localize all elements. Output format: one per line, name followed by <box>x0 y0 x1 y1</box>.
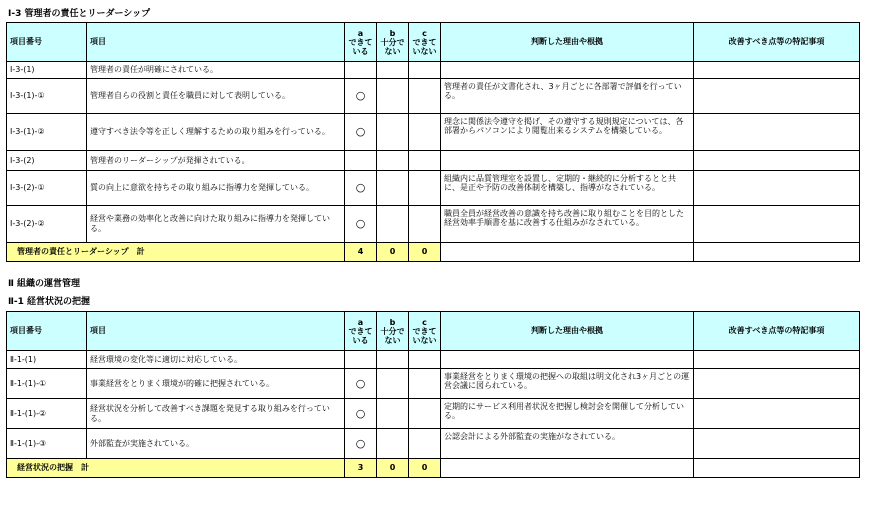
header-b-line1: 十分で <box>380 326 405 336</box>
header-b-letter: b <box>389 28 396 38</box>
header-notes: 改善すべき点等の特記事項 <box>694 312 860 351</box>
item-number: Ⅰ-3-(1)-② <box>7 114 87 151</box>
mark-a: ○ <box>345 399 377 429</box>
table-row <box>7 351 860 369</box>
item-number: Ⅱ-1-(1)-② <box>7 399 87 429</box>
mark-c <box>409 206 441 243</box>
header-a-letter: a <box>357 28 364 38</box>
reason-text: 組織内に品質管理室を設置し、定期的・継続的に分析するとと共に、是正や予防の改善体制を構築し、指導がなされている。 <box>441 171 694 206</box>
header-c-line2: いない <box>412 335 437 345</box>
mark-a: ○ <box>345 171 377 206</box>
item-number: Ⅰ-3-(2) <box>7 151 87 171</box>
header-row <box>7 23 860 62</box>
notes-cell <box>694 429 860 459</box>
mark-b <box>377 206 409 243</box>
item-number: Ⅱ-1-(1) <box>7 351 87 369</box>
item-text: 経営状況を分析して改善すべき課題を発見する取り組みを行っている。 <box>87 399 345 429</box>
total-reason-cell <box>441 243 694 262</box>
mark-a <box>345 62 377 79</box>
header-c-letter: c <box>422 28 427 38</box>
item-text: 事業経営をとりまく環境が的確に把握されている。 <box>87 369 345 399</box>
item-text: 経営環境の変化等に適切に対応している。 <box>87 351 345 369</box>
total-label: 管理者の責任とリーダーシップ 計 <box>7 243 345 262</box>
total-a: 3 <box>345 459 377 478</box>
header-b-line1: 十分で <box>380 37 405 47</box>
header-reason: 判断した理由や根拠 <box>441 23 694 62</box>
item-text: 質の向上に意欲を持ちその取り組みに指導力を発揮している。 <box>87 171 345 206</box>
mark-b <box>377 79 409 114</box>
item-number: Ⅰ-3-(2)-② <box>7 206 87 243</box>
evaluation-table-business <box>6 311 860 478</box>
item-text: 経営や業務の効率化と改善に向けた取り組みに指導力を発揮している。 <box>87 206 345 243</box>
mark-c <box>409 151 441 171</box>
header-item-no: 項目番号 <box>7 23 87 62</box>
item-number: Ⅱ-1-(1)-③ <box>7 429 87 459</box>
header-item: 項目 <box>87 23 345 62</box>
header-a-line1: できて <box>348 326 373 336</box>
item-text: 管理者の責任が明確にされている。 <box>87 62 345 79</box>
header-b-line2: ない <box>384 46 401 56</box>
item-text: 管理者自らの役割と責任を職員に対して表明している。 <box>87 79 345 114</box>
header-b <box>377 312 409 351</box>
mark-b <box>377 399 409 429</box>
notes-cell <box>694 151 860 171</box>
total-notes-cell <box>694 243 860 262</box>
mark-c <box>409 171 441 206</box>
reason-text <box>441 151 694 171</box>
notes-cell <box>694 399 860 429</box>
mark-a <box>345 151 377 171</box>
reason-text: 公認会計による外部監査の実施がなされている。 <box>441 429 694 459</box>
header-c <box>409 312 441 351</box>
reason-text: 事業経営をとりまく環境の把握への取組は明文化され3ヶ月ごとの運営会議に図られている。 <box>441 369 694 399</box>
mark-b <box>377 171 409 206</box>
header-c-letter: c <box>422 317 427 327</box>
total-c: 0 <box>409 459 441 478</box>
reason-text: 定期的にサービス利用者状況を把握し検討会を開催して分析している。 <box>441 399 694 429</box>
mark-b <box>377 62 409 79</box>
header-c-line1: できて <box>412 37 437 47</box>
section-title-business: Ⅱ-1 経営状況の把握 <box>8 297 91 307</box>
header-a-line2: いる <box>352 335 369 345</box>
header-a-letter: a <box>357 317 364 327</box>
header-c-line1: できて <box>412 326 437 336</box>
total-reason-cell <box>441 459 694 478</box>
table-row <box>7 62 860 79</box>
total-row <box>7 243 860 262</box>
notes-cell <box>694 171 860 206</box>
header-c-line2: いない <box>412 46 437 56</box>
mark-b <box>377 429 409 459</box>
header-b <box>377 23 409 62</box>
table-row <box>7 399 860 429</box>
header-item-no: 項目番号 <box>7 312 87 351</box>
mark-b <box>377 351 409 369</box>
table-row <box>7 429 860 459</box>
total-row <box>7 459 860 478</box>
mark-c <box>409 62 441 79</box>
total-notes-cell <box>694 459 860 478</box>
table-row <box>7 369 860 399</box>
total-a: 4 <box>345 243 377 262</box>
total-b: 0 <box>377 459 409 478</box>
notes-cell <box>694 369 860 399</box>
table-row <box>7 206 860 243</box>
item-text: 遵守すべき法令等を正しく理解するための取り組みを行っている。 <box>87 114 345 151</box>
section-title-leadership: Ⅰ-3 管理者の責任とリーダーシップ <box>8 9 151 19</box>
header-c <box>409 23 441 62</box>
mark-a: ○ <box>345 206 377 243</box>
table-row <box>7 79 860 114</box>
item-number: Ⅱ-1-(1)-① <box>7 369 87 399</box>
mark-c <box>409 114 441 151</box>
header-b-line2: ない <box>384 335 401 345</box>
mark-c <box>409 369 441 399</box>
item-number: Ⅰ-3-(1) <box>7 62 87 79</box>
mark-b <box>377 369 409 399</box>
evaluation-table-leadership <box>6 22 860 262</box>
total-c: 0 <box>409 243 441 262</box>
item-text: 管理者のリーダーシップが発揮されている。 <box>87 151 345 171</box>
item-text: 外部監査が実施されている。 <box>87 429 345 459</box>
header-a-line2: いる <box>352 46 369 56</box>
reason-text <box>441 351 694 369</box>
header-a <box>345 23 377 62</box>
header-a-line1: できて <box>348 37 373 47</box>
header-notes: 改善すべき点等の特記事項 <box>694 23 860 62</box>
header-item: 項目 <box>87 312 345 351</box>
notes-cell <box>694 114 860 151</box>
mark-a: ○ <box>345 114 377 151</box>
mark-b <box>377 114 409 151</box>
section-title-management: Ⅱ 組織の運営管理 <box>8 279 81 289</box>
mark-a: ○ <box>345 369 377 399</box>
total-b: 0 <box>377 243 409 262</box>
notes-cell <box>694 351 860 369</box>
notes-cell <box>694 206 860 243</box>
mark-b <box>377 151 409 171</box>
reason-text: 理念に関係法令遵守を掲げ、その遵守する規則規定については、各部署からパソコンにより閲覧出来るシステムを構築している。 <box>441 114 694 151</box>
reason-text: 職員全員が経営改善の意識を持ち改善に取り組むことを目的とした経営効率手順書を基に改善する仕組みがなされている。 <box>441 206 694 243</box>
header-b-letter: b <box>389 317 396 327</box>
table-row <box>7 151 860 171</box>
header-row <box>7 312 860 351</box>
notes-cell <box>694 62 860 79</box>
mark-c <box>409 79 441 114</box>
table-row <box>7 171 860 206</box>
reason-text: 管理者の責任が文書化され、3ヶ月ごとに各部署で評価を行っている。 <box>441 79 694 114</box>
mark-a: ○ <box>345 429 377 459</box>
total-label: 経営状況の把握 計 <box>7 459 345 478</box>
item-number: Ⅰ-3-(2)-① <box>7 171 87 206</box>
reason-text <box>441 62 694 79</box>
mark-c <box>409 429 441 459</box>
mark-c <box>409 351 441 369</box>
mark-c <box>409 399 441 429</box>
table-row <box>7 114 860 151</box>
header-reason: 判断した理由や根拠 <box>441 312 694 351</box>
item-number: Ⅰ-3-(1)-① <box>7 79 87 114</box>
notes-cell <box>694 79 860 114</box>
mark-a: ○ <box>345 79 377 114</box>
header-a <box>345 312 377 351</box>
mark-a <box>345 351 377 369</box>
